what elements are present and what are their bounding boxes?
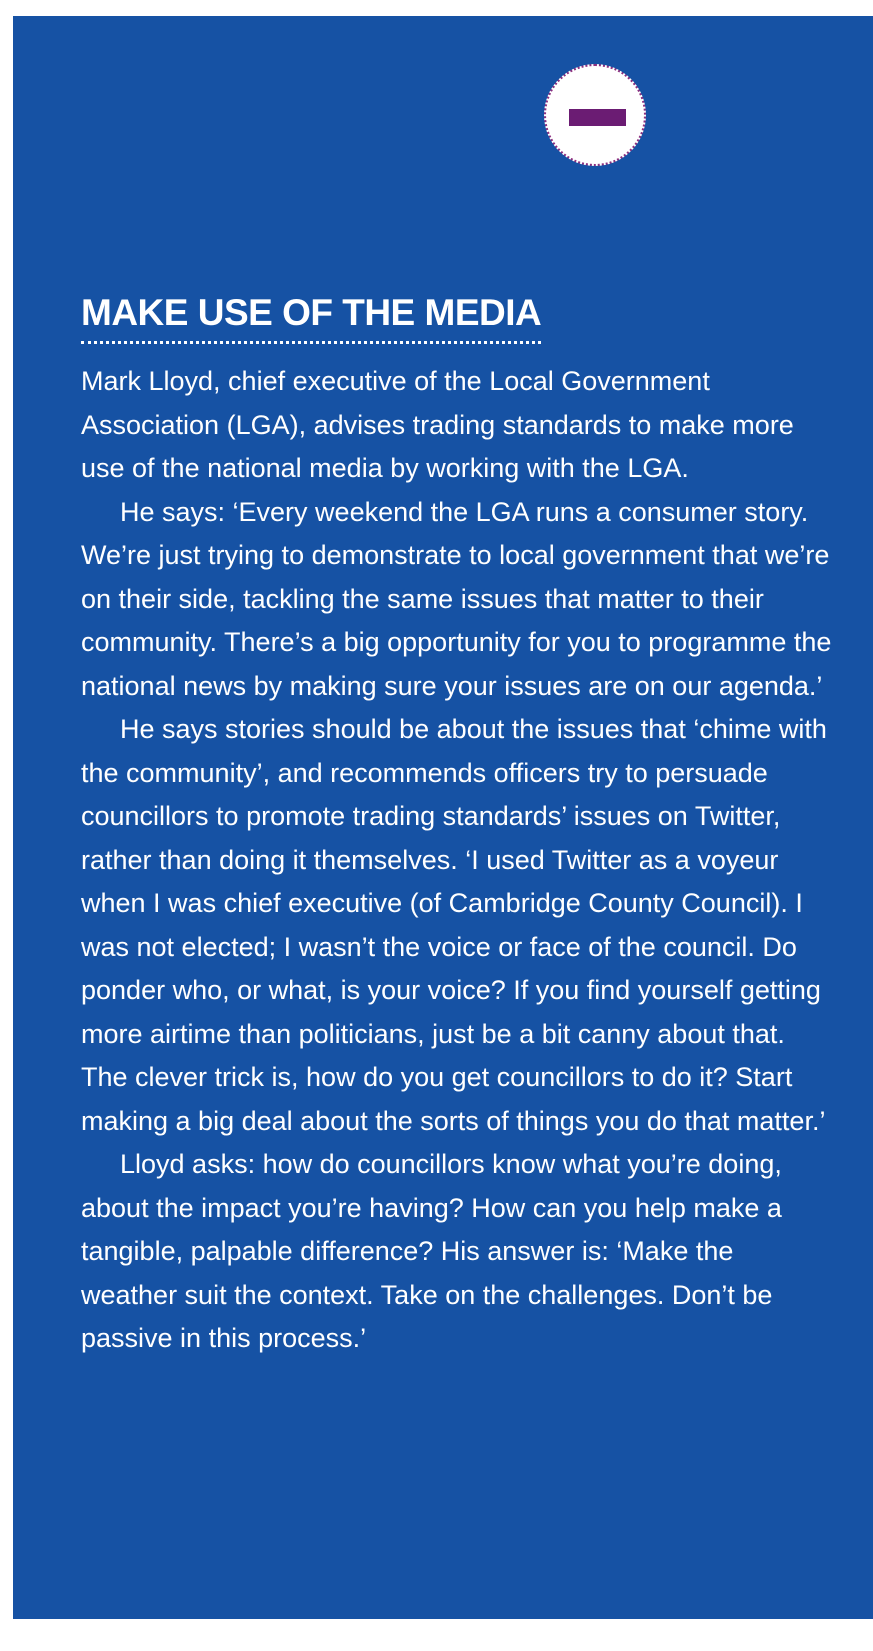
- article-body: [81, 360, 833, 1361]
- minus-icon: [569, 109, 626, 126]
- article-panel: [13, 16, 873, 1619]
- paragraph: Mark Lloyd, chief executive of the Local Government Association (LGA), advises trading standards to make more use of the national media by working with the LGA.: [81, 366, 794, 483]
- paragraph: He says: ‘Every weekend the LGA runs a consumer story. We’re just trying to demonstrate to local government that we’re on their side, tackling the same issues that matter to their community. There’s a big opportunity for you to programme the national news by making sure your issues are on our agenda.’: [81, 496, 832, 701]
- paragraph: He says stories should be about the issues that ‘chime with the community’, and recommends officers try to persuade councillors to promote trading standards’ issues on Twitter, rather than doing it themselves. ‘I used Twitter as a voyeur when I was chief executive (of Cambridge County Council). I was not elected; I wasn’t the voice or face of the council. Do ponder who, or what, is your voice? If you find yourself getting more airtime than politicians, just be a bit canny about that. The clever trick is, how do you get councillors to do it? Start making a big deal about the sorts of things you do that matter.’: [81, 714, 827, 1136]
- collapse-toggle-button[interactable]: [544, 64, 646, 166]
- article-heading: MAKE USE OF THE MEDIA: [81, 291, 541, 344]
- paragraph: Lloyd asks: how do councillors know what you’re doing, about the impact you’re having? How can you help make a tangible, palpable difference? His answer is: ‘Make the weather suit the context. Take on the challenges. Don’t be passive in this process.’: [81, 1149, 782, 1353]
